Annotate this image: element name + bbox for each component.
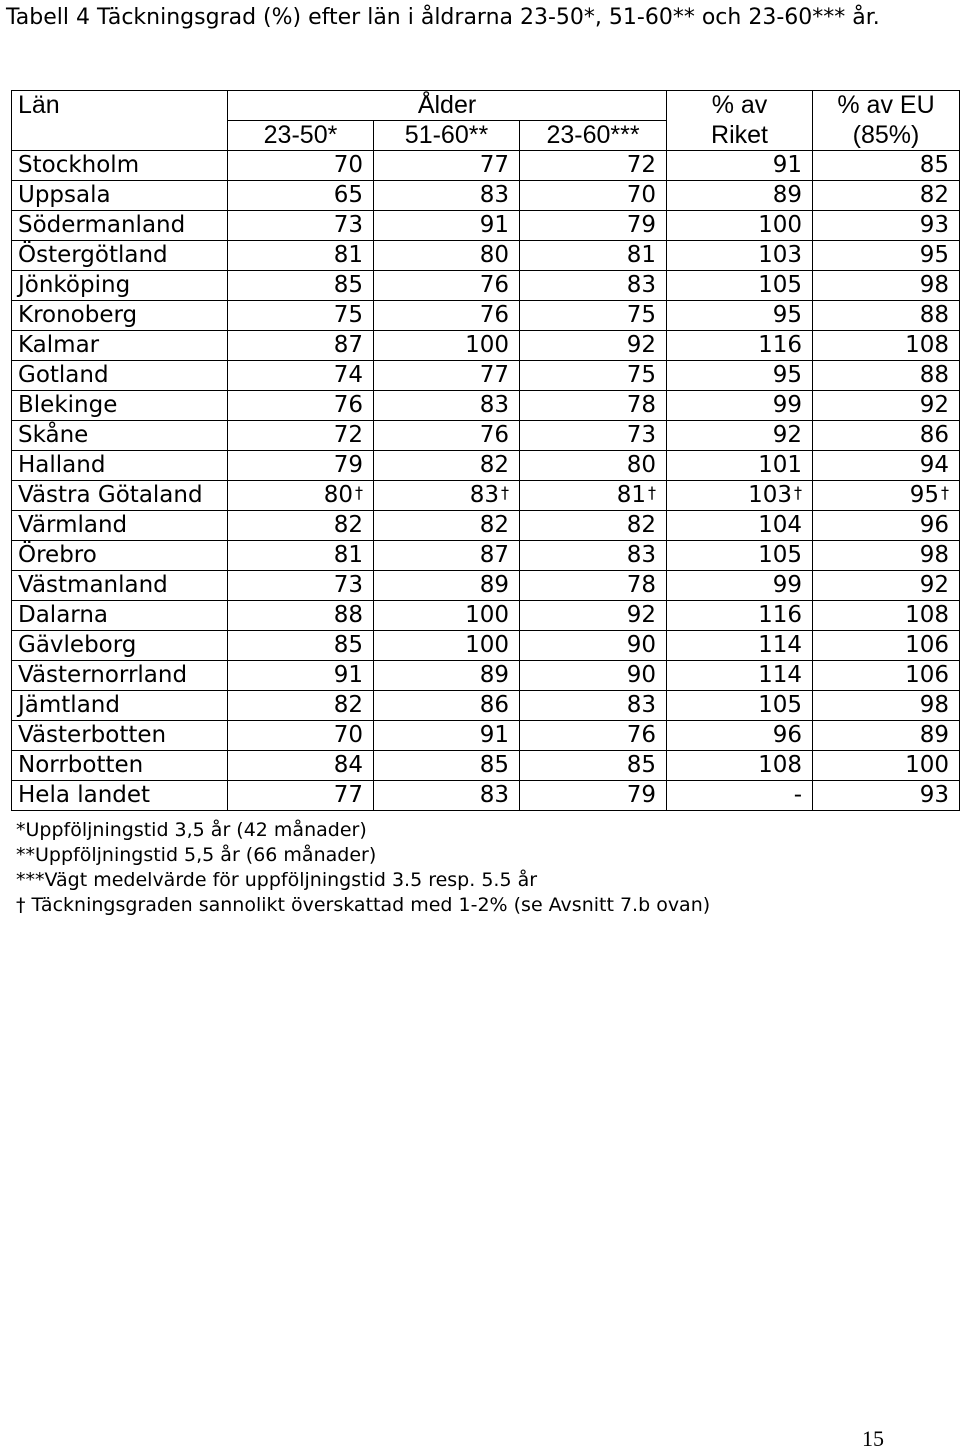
- pct-riket-cell: [667, 421, 813, 451]
- pct-eu-cell: [813, 541, 960, 571]
- pct-riket-cell: [667, 721, 813, 751]
- age-51-60-cell: [374, 691, 520, 721]
- cell-value: 76: [333, 392, 363, 418]
- cell-value: 95: [772, 362, 803, 388]
- age-51-60-cell: [374, 361, 520, 391]
- age-23-60-cell: [520, 481, 667, 511]
- age-23-60-cell: [520, 181, 667, 211]
- age-23-60-cell: [520, 151, 667, 181]
- cell-value: 70: [333, 722, 363, 748]
- cell-value: 100: [465, 602, 509, 628]
- pct-eu-cell: [813, 781, 960, 811]
- cell-value: 85: [626, 752, 657, 778]
- cell-value: 91: [772, 152, 803, 178]
- table-row: [12, 661, 960, 691]
- table-row: [12, 721, 960, 751]
- cell-value: 92: [772, 422, 803, 448]
- cell-value: 72: [626, 152, 657, 178]
- cell-value: 85: [333, 632, 363, 658]
- table-row: [12, 601, 960, 631]
- lan-name-cell: Västernorrland: [12, 661, 228, 691]
- cell-value: 80: [479, 242, 509, 268]
- age-23-60-cell: [520, 451, 667, 481]
- header-row-1: [12, 91, 960, 121]
- age-51-60-cell: [374, 421, 520, 451]
- pct-riket-cell: [667, 331, 813, 361]
- pct-eu-cell: [813, 181, 960, 211]
- table-row: [12, 541, 960, 571]
- footnotes: [16, 818, 946, 918]
- lan-name-cell: Kronoberg: [12, 301, 228, 331]
- pct-eu-cell: [813, 361, 960, 391]
- cell-value: 95: [919, 242, 950, 268]
- cell-value: 79: [626, 212, 657, 238]
- cell-value: 100: [758, 212, 803, 238]
- cell-value: 77: [479, 362, 509, 388]
- age-23-50-cell: [228, 331, 374, 361]
- lan-name-cell: Östergötland: [12, 241, 228, 271]
- cell-value: 82: [919, 182, 950, 208]
- lan-name-cell: Blekinge: [12, 391, 228, 421]
- pct-riket-cell: [667, 601, 813, 631]
- cell-value: 85: [919, 152, 950, 178]
- pct-riket-cell: [667, 451, 813, 481]
- lan-name-cell: Kalmar: [12, 331, 228, 361]
- cell-value: 94: [919, 452, 950, 478]
- cell-value: 81: [626, 242, 657, 268]
- age-23-60-cell: [520, 691, 667, 721]
- cell-value: 90: [626, 632, 657, 658]
- age-23-50-cell: [228, 151, 374, 181]
- pct-riket-cell: [667, 241, 813, 271]
- cell-value: 85: [333, 272, 363, 298]
- cell-value: 114: [758, 662, 803, 688]
- lan-name-cell: Gävleborg: [12, 631, 228, 661]
- cell-value: 104: [758, 512, 803, 538]
- cell-value: 83: [626, 692, 657, 718]
- cell-value: 82: [479, 452, 509, 478]
- age-51-60-cell: [374, 571, 520, 601]
- pct-riket-cell: [667, 631, 813, 661]
- cell-value: 93: [919, 782, 950, 808]
- age-23-50-cell: [228, 241, 374, 271]
- age-23-50-cell: [228, 721, 374, 751]
- cell-value: 82: [333, 512, 363, 538]
- pct-eu-cell: [813, 331, 960, 361]
- cell-value: 95: [909, 482, 940, 508]
- table-row: [12, 571, 960, 601]
- cell-value: 80: [323, 482, 353, 508]
- cell-value: 98: [919, 692, 950, 718]
- table-row: [12, 631, 960, 661]
- cell-value: 90: [626, 662, 657, 688]
- cell-value: 84: [333, 752, 363, 778]
- cell-value: 78: [626, 392, 657, 418]
- age-23-60-cell: [520, 631, 667, 661]
- age-51-60-cell: [374, 721, 520, 751]
- column-header-lan-continuation: [12, 121, 228, 151]
- cell-value: 106: [905, 662, 950, 688]
- cell-value: 83: [469, 482, 499, 508]
- cell-value: 74: [333, 362, 363, 388]
- pct-eu-cell: [813, 451, 960, 481]
- age-23-50-cell: [228, 211, 374, 241]
- cell-value: 88: [919, 302, 950, 328]
- age-23-60-cell: [520, 751, 667, 781]
- cell-value: 77: [333, 782, 363, 808]
- pct-riket-cell: [667, 211, 813, 241]
- table-row: [12, 511, 960, 541]
- age-51-60-cell: [374, 751, 520, 781]
- lan-name-cell: Jönköping: [12, 271, 228, 301]
- age-23-60-cell: [520, 781, 667, 811]
- table-row: [12, 691, 960, 721]
- cell-value: 89: [479, 662, 509, 688]
- cell-value: 103: [758, 242, 803, 268]
- age-51-60-cell: [374, 481, 520, 511]
- age-51-60-cell: [374, 451, 520, 481]
- age-23-60-cell: [520, 211, 667, 241]
- pct-riket-cell: [667, 151, 813, 181]
- age-23-60-cell: [520, 391, 667, 421]
- cell-value: 101: [758, 452, 803, 478]
- age-51-60-cell: [374, 331, 520, 361]
- pct-eu-cell: [813, 211, 960, 241]
- cell-value: 100: [905, 752, 950, 778]
- age-23-60-cell: [520, 361, 667, 391]
- cell-value: 92: [626, 602, 657, 628]
- footnote-51-60: **Uppföljningstid 5,5 år (66 månader): [16, 844, 377, 866]
- cell-value: 83: [626, 542, 657, 568]
- cell-value: 105: [758, 272, 803, 298]
- header-row-2: [12, 121, 960, 151]
- pct-eu-cell: [813, 151, 960, 181]
- pct-eu-cell: [813, 631, 960, 661]
- age-23-50-cell: [228, 571, 374, 601]
- age-23-50-cell: [228, 601, 374, 631]
- cell-value: 93: [919, 212, 950, 238]
- age-23-50-cell: [228, 181, 374, 211]
- cell-value: 116: [758, 602, 803, 628]
- cell-value: 98: [919, 272, 950, 298]
- cell-value: 91: [479, 212, 509, 238]
- age-23-50-cell: [228, 661, 374, 691]
- column-header-alder: Ålder: [228, 91, 667, 121]
- dagger-mark: †: [501, 483, 509, 502]
- pct-riket-cell: [667, 391, 813, 421]
- cell-value: 103: [748, 482, 793, 508]
- cell-value: 106: [905, 632, 950, 658]
- cell-value: 79: [333, 452, 363, 478]
- table-row: [12, 751, 960, 781]
- age-23-50-cell: [228, 781, 374, 811]
- table-row: [12, 781, 960, 811]
- cell-value: 88: [333, 602, 363, 628]
- cell-value: 86: [919, 422, 950, 448]
- cell-value: 108: [758, 752, 803, 778]
- cell-value: 77: [479, 152, 509, 178]
- cell-value: 79: [626, 782, 657, 808]
- cell-value: 92: [626, 332, 657, 358]
- column-header-age-23-60: 23-60***: [520, 121, 667, 151]
- cell-value: 81: [333, 542, 363, 568]
- column-header-age-51-60: 51-60**: [374, 121, 520, 151]
- age-23-50-cell: [228, 361, 374, 391]
- age-23-50-cell: [228, 451, 374, 481]
- age-23-50-cell: [228, 751, 374, 781]
- cell-value: 108: [905, 332, 950, 358]
- cell-value: 95: [772, 302, 803, 328]
- cell-value: 83: [479, 182, 509, 208]
- age-51-60-cell: [374, 661, 520, 691]
- table-caption: Tabell 4 Täckningsgrad (%) efter län i åldrarna 23-50*, 51-60** och 23-60*** år.: [6, 5, 880, 30]
- dagger-mark: †: [355, 483, 363, 502]
- cell-value: 88: [919, 362, 950, 388]
- cell-value: 75: [333, 302, 363, 328]
- column-header-riket-line1: % av: [667, 91, 813, 121]
- column-header-riket-line2: Riket: [667, 121, 813, 151]
- cell-value: 91: [333, 662, 363, 688]
- cell-value: 81: [333, 242, 363, 268]
- age-51-60-cell: [374, 781, 520, 811]
- pct-eu-cell: [813, 661, 960, 691]
- cell-value: 98: [919, 542, 950, 568]
- table-row: [12, 271, 960, 301]
- pct-eu-cell: [813, 481, 960, 511]
- age-23-60-cell: [520, 661, 667, 691]
- age-51-60-cell: [374, 631, 520, 661]
- pct-riket-cell: [667, 541, 813, 571]
- cell-value: 75: [626, 362, 657, 388]
- pct-riket-cell: [667, 691, 813, 721]
- lan-name-cell: Jämtland: [12, 691, 228, 721]
- cell-value: 70: [333, 152, 363, 178]
- age-51-60-cell: [374, 541, 520, 571]
- cell-value: 73: [333, 212, 363, 238]
- cell-value: 83: [479, 392, 509, 418]
- pct-eu-cell: [813, 271, 960, 301]
- pct-eu-cell: [813, 601, 960, 631]
- pct-eu-cell: [813, 571, 960, 601]
- age-23-50-cell: [228, 481, 374, 511]
- dagger-mark: †: [941, 483, 950, 502]
- cell-value: 89: [479, 572, 509, 598]
- cell-value: 99: [772, 392, 803, 418]
- cell-value: 65: [333, 182, 363, 208]
- cell-value: 108: [905, 602, 950, 628]
- lan-name-cell: Värmland: [12, 511, 228, 541]
- dagger-mark: †: [794, 483, 803, 502]
- cell-value: 99: [772, 572, 803, 598]
- cell-value: 96: [919, 512, 950, 538]
- age-23-60-cell: [520, 271, 667, 301]
- lan-name-cell: Västra Götaland: [12, 481, 228, 511]
- table-row: [12, 391, 960, 421]
- pct-eu-cell: [813, 301, 960, 331]
- table-row: [12, 451, 960, 481]
- age-51-60-cell: [374, 151, 520, 181]
- cell-value: 116: [758, 332, 803, 358]
- cell-value: 82: [479, 512, 509, 538]
- column-header-eu-line1: % av EU: [813, 91, 960, 121]
- cell-value: 76: [479, 422, 509, 448]
- pct-eu-cell: [813, 721, 960, 751]
- cell-value: 83: [479, 782, 509, 808]
- cell-value: 86: [479, 692, 509, 718]
- cell-value: 91: [479, 722, 509, 748]
- coverage-table: [11, 90, 960, 811]
- lan-name-cell: Hela landet: [12, 781, 228, 811]
- pct-riket-cell: [667, 361, 813, 391]
- cell-value: -: [793, 782, 803, 808]
- pct-eu-cell: [813, 751, 960, 781]
- age-23-50-cell: [228, 511, 374, 541]
- age-23-60-cell: [520, 601, 667, 631]
- table-row: [12, 421, 960, 451]
- cell-value: 70: [626, 182, 657, 208]
- cell-value: 92: [919, 392, 950, 418]
- lan-name-cell: Gotland: [12, 361, 228, 391]
- lan-name-cell: Dalarna: [12, 601, 228, 631]
- age-23-50-cell: [228, 391, 374, 421]
- table-row: [12, 361, 960, 391]
- age-23-60-cell: [520, 511, 667, 541]
- table-row: [12, 211, 960, 241]
- pct-riket-cell: [667, 661, 813, 691]
- age-51-60-cell: [374, 601, 520, 631]
- cell-value: 78: [626, 572, 657, 598]
- lan-name-cell: Örebro: [12, 541, 228, 571]
- table-row: [12, 331, 960, 361]
- age-51-60-cell: [374, 241, 520, 271]
- cell-value: 89: [919, 722, 950, 748]
- table-body: [12, 151, 960, 811]
- cell-value: 89: [772, 182, 803, 208]
- pct-riket-cell: [667, 301, 813, 331]
- cell-value: 87: [479, 542, 509, 568]
- cell-value: 76: [479, 272, 509, 298]
- pct-riket-cell: [667, 481, 813, 511]
- age-23-50-cell: [228, 271, 374, 301]
- page-number: 15: [862, 1426, 884, 1451]
- cell-value: 76: [626, 722, 657, 748]
- table-row: [12, 241, 960, 271]
- table-row: [12, 151, 960, 181]
- age-23-50-cell: [228, 691, 374, 721]
- lan-name-cell: Norrbotten: [12, 751, 228, 781]
- pct-riket-cell: [667, 781, 813, 811]
- cell-value: 100: [465, 632, 509, 658]
- age-23-60-cell: [520, 301, 667, 331]
- cell-value: 96: [772, 722, 803, 748]
- column-header-age-23-50: 23-50*: [228, 121, 374, 151]
- age-23-50-cell: [228, 301, 374, 331]
- footnote-23-60: ***Vägt medelvärde för uppföljningstid 3.5 resp. 5.5 år: [16, 869, 538, 891]
- pct-eu-cell: [813, 391, 960, 421]
- lan-name-cell: Västerbotten: [12, 721, 228, 751]
- lan-name-cell: Halland: [12, 451, 228, 481]
- cell-value: 82: [333, 692, 363, 718]
- cell-value: 76: [479, 302, 509, 328]
- pct-riket-cell: [667, 181, 813, 211]
- pct-eu-cell: [813, 241, 960, 271]
- footnote-23-50: *Uppföljningstid 3,5 år (42 månader): [16, 819, 367, 841]
- cell-value: 105: [758, 542, 803, 568]
- cell-value: 82: [626, 512, 657, 538]
- pct-eu-cell: [813, 421, 960, 451]
- cell-value: 100: [465, 332, 509, 358]
- cell-value: 85: [479, 752, 509, 778]
- lan-name-cell: Södermanland: [12, 211, 228, 241]
- age-23-60-cell: [520, 421, 667, 451]
- age-51-60-cell: [374, 271, 520, 301]
- age-23-60-cell: [520, 331, 667, 361]
- age-23-60-cell: [520, 571, 667, 601]
- cell-value: 80: [626, 452, 657, 478]
- column-header-eu-line2: (85%): [813, 121, 960, 151]
- table-row: [12, 181, 960, 211]
- cell-value: 87: [333, 332, 363, 358]
- lan-name-cell: Skåne: [12, 421, 228, 451]
- age-51-60-cell: [374, 391, 520, 421]
- age-23-60-cell: [520, 721, 667, 751]
- pct-riket-cell: [667, 571, 813, 601]
- cell-value: 83: [626, 272, 657, 298]
- cell-value: 73: [626, 422, 657, 448]
- cell-value: 75: [626, 302, 657, 328]
- cell-value: 105: [758, 692, 803, 718]
- lan-name-cell: Västmanland: [12, 571, 228, 601]
- age-23-50-cell: [228, 631, 374, 661]
- pct-riket-cell: [667, 511, 813, 541]
- cell-value: 81: [616, 482, 647, 508]
- column-header-lan: Län: [12, 91, 228, 121]
- pct-eu-cell: [813, 691, 960, 721]
- age-51-60-cell: [374, 211, 520, 241]
- age-51-60-cell: [374, 181, 520, 211]
- pct-eu-cell: [813, 511, 960, 541]
- lan-name-cell: Uppsala: [12, 181, 228, 211]
- cell-value: 73: [333, 572, 363, 598]
- lan-name-cell: Stockholm: [12, 151, 228, 181]
- age-23-60-cell: [520, 541, 667, 571]
- table-row: [12, 301, 960, 331]
- cell-value: 114: [758, 632, 803, 658]
- age-23-60-cell: [520, 241, 667, 271]
- pct-riket-cell: [667, 751, 813, 781]
- coverage-table-wrapper: [11, 90, 960, 811]
- pct-riket-cell: [667, 271, 813, 301]
- dagger-mark: †: [648, 483, 657, 502]
- footnote-dagger: † Täckningsgraden sannolikt överskattad med 1-2% (se Avsnitt 7.b ovan): [16, 894, 711, 916]
- age-23-50-cell: [228, 421, 374, 451]
- age-51-60-cell: [374, 511, 520, 541]
- cell-value: 72: [333, 422, 363, 448]
- cell-value: 92: [919, 572, 950, 598]
- age-23-50-cell: [228, 541, 374, 571]
- table-row: [12, 481, 960, 511]
- age-51-60-cell: [374, 301, 520, 331]
